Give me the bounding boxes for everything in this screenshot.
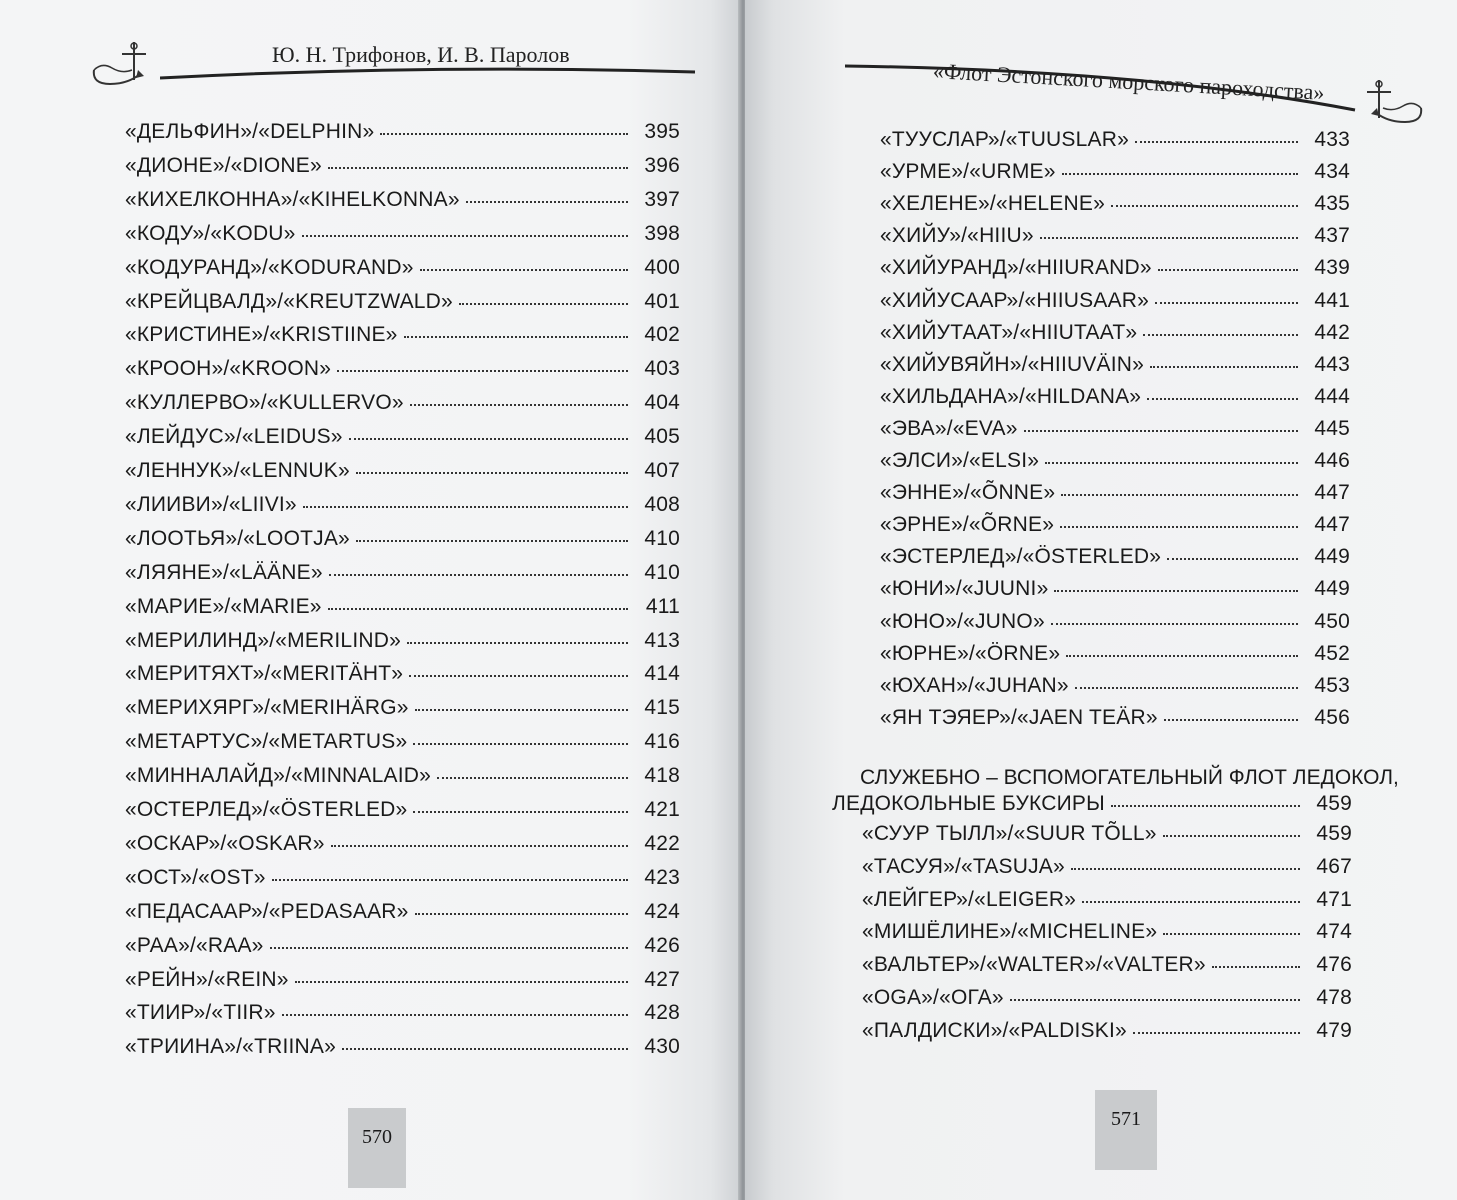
dot-leader [1133,1032,1300,1034]
page-ref: 407 [644,459,680,482]
entry-title: «ЭЛСИ»/«ELSI» [880,449,1040,472]
dot-leader [282,1014,628,1016]
page-ref: 467 [1316,854,1352,878]
toc-entry [125,662,680,686]
toc-entry [125,154,680,178]
dot-leader [1147,398,1298,400]
toc-entry [880,513,1350,537]
entry-title: «ЭННЕ»/«ÕNNE» [880,481,1056,505]
page-ref: 424 [644,899,680,923]
entry-title: «КОДУ»/«KODU» [125,221,296,245]
entry-title: «ХИЙУ»/«HIIU» [880,224,1034,248]
entry-title: «ХИЙУТААТ»/«HIIUTAAT» [880,320,1138,344]
dot-leader [415,709,628,711]
entry-title: «ТУУСЛАР»/«TUUSLAR» [880,128,1129,151]
toc-entry [880,128,1350,152]
page-number: 571 [1111,1108,1141,1130]
page-ref: 452 [1314,641,1350,665]
page-ref: 410 [644,560,680,584]
toc-entry [880,192,1350,216]
entry-title: «ДИОНЕ»/«DIONE» [125,153,322,177]
page-number-tab [1095,1090,1157,1170]
dot-leader [1082,901,1300,903]
page-ref: 444 [1314,384,1350,408]
entry-title: «МЕРИХЯРГ»/«MERIHÄRG» [125,696,409,720]
page-ref: 405 [644,425,680,449]
page-ref: 421 [644,798,680,821]
entry-title: «ЛЕЙГЕР»/«LEIGER» [862,887,1077,911]
entry-title: «ХИЙУВЯЙН»/«HIIUVÄIN» [880,352,1145,376]
toc-entry [125,866,680,890]
entry-title: «ХЕЛЕНЕ»/«HELENE» [880,192,1105,216]
dot-leader [1155,302,1298,304]
page-ref: 449 [1314,577,1350,601]
toc-entry [125,222,680,246]
entry-title: «ЭВА»/«EVA» [880,416,1018,440]
entry-title: «ЛИИВИ»/«LIIVI» [125,492,297,516]
toc-entry [880,577,1350,601]
dot-leader [270,947,628,949]
toc-entry [862,953,1352,977]
dot-leader [1040,237,1298,239]
entry-title: «ЯН ТЭЯЕР»/«JAEN TEÄR» [880,705,1158,729]
page-ref: 426 [644,933,680,957]
dot-leader [328,608,628,610]
toc-entry [880,481,1350,505]
toc-entry [880,449,1350,473]
page-ref: 395 [644,120,680,143]
dot-leader [1054,590,1298,592]
entry-title: «РАА»/«RAA» [125,933,264,957]
page-ref: 428 [644,1001,680,1025]
page-ref: 450 [1314,609,1350,633]
page-ref: 427 [644,967,680,991]
entry-title: «ПАЛДИСКИ»/«PALDISKI» [862,1018,1127,1042]
entry-title: «ОСКАР»/«OSKAR» [125,831,325,855]
dot-leader [413,743,628,745]
entry-title: «МЕРИТЯХТ»/«MERITÄHT» [125,662,404,686]
page-ref: 423 [644,865,680,889]
page-ref: 459 [1316,822,1352,845]
dot-leader [1060,526,1298,528]
toc-entry [880,353,1350,377]
page-ref: 396 [644,153,680,177]
page-ref: 447 [1314,481,1350,505]
entry-title: «ХИЙУРАНД»/«HIIURAND» [880,256,1152,280]
toc-entry [125,120,680,144]
page-ref: 402 [644,323,680,347]
page-ref: 433 [1314,128,1350,151]
dot-leader [1167,558,1298,560]
entry-title: «ЮХАН»/«JUHAN» [880,673,1069,697]
entry-title: «МАРИЕ»/«MARIE» [125,594,322,618]
entry-title: «ЛЕЙДУС»/«LEIDUS» [125,425,343,449]
dot-leader [437,777,628,779]
page-ref: 441 [1314,288,1350,312]
entry-title: «ЛЯЯНЕ»/«LÄÄNE» [125,560,323,584]
toc-entry [862,855,1352,879]
dot-leader [410,404,628,406]
dot-leader [329,574,628,576]
entry-title: «ТРИИНА»/«TRIINA» [125,1035,336,1059]
page-ref: 404 [644,391,680,415]
entry-title: «КОДУРАНД»/«KODURAND» [125,255,414,279]
entry-title: «МЕТАРТУС»/«METARTUS» [125,730,408,754]
dot-leader [1163,933,1300,935]
toc-entry [125,968,680,992]
dot-leader [1045,462,1298,464]
toc-entry [125,323,680,347]
page-ref: 453 [1314,673,1350,697]
dot-leader [1111,205,1298,207]
page-ref: 445 [1314,416,1350,440]
toc-entry [862,986,1352,1010]
page-ref: 422 [644,831,680,855]
toc-entry [125,561,680,585]
page-ref: 411 [645,594,680,618]
dot-leader [1111,805,1300,807]
page-ref: 414 [644,662,680,686]
toc-entry [125,188,680,212]
entry-title: «СУУР ТЫЛЛ»/«SUUR TÕLL» [862,822,1157,845]
page-ref: 456 [1314,705,1350,729]
page-ref: 413 [644,628,680,652]
page-ref: 446 [1314,449,1350,472]
dot-leader [303,506,628,508]
entry-title: «ЭРНЕ»/«ÕRNE» [880,513,1055,537]
page-ref: 476 [1316,953,1352,977]
page-ref: 439 [1314,256,1350,280]
header-rule [160,64,700,82]
toc-entry [125,1001,680,1025]
toc-entry [125,595,680,619]
dot-leader [380,133,628,135]
toc-entry [862,1019,1352,1043]
page-ref: 415 [644,696,680,720]
page-ref: 435 [1314,192,1350,216]
dot-leader [356,472,628,474]
page-ref: 397 [644,187,680,211]
dot-leader [342,1048,628,1050]
entry-title: «ВАЛЬТЕР»/«WALTER»/«VALTER» [862,953,1206,977]
toc-entry [125,730,680,754]
dot-leader [466,201,628,203]
dot-leader [337,370,628,372]
dot-leader [1150,366,1298,368]
entry-title: «ЮНО»/«JUNO» [880,609,1045,633]
toc-entry [125,493,680,517]
toc-entry [125,934,680,958]
toc-entry [862,920,1352,944]
anchor-icon [88,40,158,90]
page-ref: 418 [644,764,680,788]
page-number: 570 [362,1126,392,1148]
running-header: «Флот Эстонского морского пароходства» [932,58,1326,105]
entry-title: «ТИИР»/«TIIR» [125,1001,276,1025]
toc-entry [125,629,680,653]
toc-entry [125,527,680,551]
page-number-tab [348,1108,406,1188]
entry-title: «ЮРНЕ»/«ÖRNE» [880,641,1061,665]
section-heading: СЛУЖЕБНО – ВСПОМОГАТЕЛЬНЫЙ ФЛОТ ЛЕДОКОЛ, [860,766,1399,789]
entry-title: «КРООН»/«KROON» [125,357,332,381]
page-ref: 398 [644,221,680,245]
toc-entry [880,642,1350,666]
entry-title: «ЭСТЕРЛЕД»/«ÖSTERLED» [880,545,1162,569]
dot-leader [272,879,628,881]
page-ref: 434 [1314,160,1350,184]
dot-leader [409,675,628,677]
dot-leader [1061,494,1298,496]
dot-leader [1066,655,1298,657]
entry-title: «ДЕЛЬФИН»/«DELPHIN» [125,120,375,143]
dot-leader [1071,868,1300,870]
dot-leader [1024,430,1298,432]
running-header: Ю. Н. Трифонов, И. В. Паролов [272,42,570,67]
dot-leader [459,303,628,305]
dot-leader [356,540,628,542]
page-ref: 403 [644,357,680,381]
page-ref: 400 [644,255,680,279]
entry-title: «МИННАЛАЙД»/«MINNALAID» [125,764,431,788]
entry-title: «КУЛЛЕРВО»/«KULLERVO» [125,391,404,415]
dot-leader [1051,623,1298,625]
toc-entry [125,290,680,314]
entry-title: «КРИСТИНЕ»/«KRISTIINE» [125,323,398,347]
dot-leader [1164,719,1298,721]
anchor-icon [1357,78,1427,128]
entry-title: «ЮНИ»/«JUUNI» [880,577,1049,601]
dot-leader [420,269,628,271]
page-ref: 401 [644,289,680,313]
toc-entry [125,696,680,720]
page-ref: 474 [1316,920,1352,944]
toc-entry [880,385,1350,409]
entry-title: «МЕРИЛИНД»/«MERILIND» [125,628,401,652]
toc-entry [880,674,1350,698]
page-ref: 471 [1316,887,1352,911]
toc-entry [125,832,680,856]
toc-entry [125,798,680,822]
entry-title: «РЕЙН»/«REIN» [125,967,289,991]
section-heading-line2: ЛЕДОКОЛЬНЫЕ БУКСИРЫ [832,792,1105,815]
page-ref: 416 [644,730,680,754]
toc-entry [125,425,680,449]
page-ref: 449 [1314,545,1350,569]
toc-entry [125,764,680,788]
dot-leader [413,811,628,813]
dot-leader [1062,173,1298,175]
entry-title: «ХИЛЬДАНА»/«HILDANA» [880,384,1142,408]
dot-leader [1010,999,1300,1001]
dot-leader [1158,269,1298,271]
page-ref: 447 [1314,513,1350,537]
dot-leader [404,336,628,338]
page-ref: 430 [644,1035,680,1059]
entry-title: «КРЕЙЦВАЛД»/«KREUTZWALD» [125,289,453,313]
entry-title: «КИХЕЛКОННА»/«KIHELKONNA» [125,187,460,211]
dot-leader [349,438,628,440]
toc-entry [880,289,1350,313]
entry-title: «OGA»/«ОГА» [862,986,1004,1009]
dot-leader [295,981,628,983]
entry-title: «МИШЁЛИНЕ»/«MICHELINE» [862,920,1158,944]
dot-leader [407,642,628,644]
entry-title: «ЛООТЬЯ»/«LOOTJA» [125,526,350,550]
dot-leader [1075,687,1298,689]
toc-entry [125,459,680,483]
page-ref: 408 [644,492,680,516]
page-ref: 437 [1314,224,1350,248]
dot-leader [1163,835,1300,837]
entry-title: «ХИЙУСААР»/«HIIUSAAR» [880,288,1150,312]
toc-entry [880,160,1350,184]
entry-title: «ОСТ»/«OST» [125,865,266,889]
toc-entry [880,224,1350,248]
toc-entry [880,545,1350,569]
page-ref: 459 [1316,792,1352,815]
dot-leader [302,235,628,237]
toc-entry [880,706,1350,730]
toc-entry [862,822,1352,846]
page-ref: 479 [1316,1018,1352,1042]
toc-entry [125,357,680,381]
page-ref: 478 [1316,986,1352,1009]
section-heading-row [832,792,1352,816]
toc-entry [880,610,1350,634]
dot-leader [1143,334,1298,336]
dot-leader [1212,966,1300,968]
toc-entry [125,256,680,280]
page-ref: 442 [1314,320,1350,344]
entry-title: «УРМЕ»/«URME» [880,160,1056,184]
page-ref: 410 [644,526,680,550]
toc-entry [125,391,680,415]
entry-title: «ПЕДАСААР»/«PEDASAAR» [125,899,409,923]
dot-leader [415,913,628,915]
dot-leader [331,845,628,847]
entry-title: «ЛЕННУК»/«LENNUK» [125,459,350,482]
page-ref: 443 [1314,352,1350,376]
toc-entry [880,321,1350,345]
dot-leader [1135,141,1298,143]
toc-entry [125,900,680,924]
entry-title: «ТАСУЯ»/«TASUJA» [862,854,1065,878]
toc-entry [862,888,1352,912]
entry-title: «ОСТЕРЛЕД»/«ÖSTERLED» [125,798,408,821]
dot-leader [328,167,628,169]
right-page [745,0,1457,1200]
toc-entry [880,417,1350,441]
toc-entry [880,256,1350,280]
toc-entry [125,1035,680,1059]
